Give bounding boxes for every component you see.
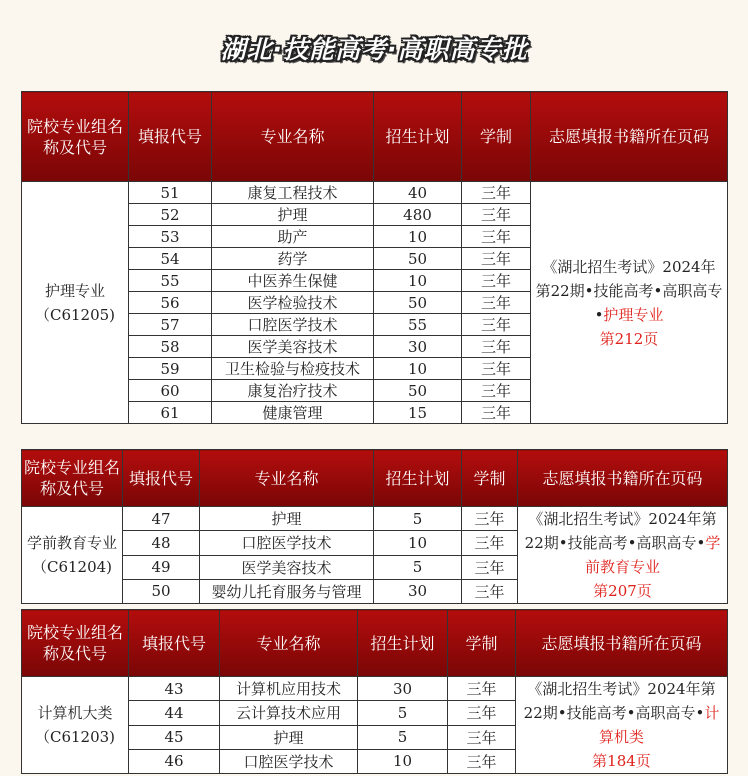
plan-cell: 30 <box>374 579 462 603</box>
code-cell: 45 <box>129 725 220 749</box>
header-plan: 招生计划 <box>374 450 462 507</box>
book-ref-major: 计算机类 <box>598 704 720 746</box>
group-table-nursing <box>21 91 728 424</box>
table-header-row <box>22 92 728 182</box>
major-cell: 康复治疗技术 <box>212 380 374 402</box>
major-cell: 医学检验技术 <box>212 292 374 314</box>
plan-cell: 480 <box>374 204 462 226</box>
code-cell: 60 <box>129 380 212 402</box>
code-cell: 54 <box>129 248 212 270</box>
book-ref-page: 第207页 <box>593 582 652 600</box>
major-cell: 药学 <box>212 248 374 270</box>
major-cell: 康复工程技术 <box>212 182 374 204</box>
code-cell: 53 <box>129 226 212 248</box>
duration-cell: 三年 <box>462 555 518 579</box>
code-cell: 56 <box>129 292 212 314</box>
duration-cell: 三年 <box>462 402 531 424</box>
code-cell: 46 <box>129 749 220 773</box>
plan-cell: 5 <box>374 507 462 531</box>
group-table-computer <box>21 609 728 774</box>
duration-cell: 三年 <box>448 701 516 725</box>
duration-cell: 三年 <box>462 182 531 204</box>
duration-cell: 三年 <box>462 531 518 555</box>
book-page-cell <box>518 507 728 604</box>
book-ref-text: 《湖北招生考试》2024年第22期•技能高考•高职高专• <box>523 680 716 722</box>
major-cell: 云计算技术应用 <box>220 701 358 725</box>
header-major: 专业名称 <box>200 450 374 507</box>
plan-cell: 10 <box>374 531 462 555</box>
book-ref-page: 第212页 <box>599 329 659 348</box>
code-cell: 44 <box>129 701 220 725</box>
plan-cell: 50 <box>374 380 462 402</box>
duration-cell: 三年 <box>462 380 531 402</box>
book-ref-text: 《湖北招生考试》2024年第22期•技能高考•高职高专• <box>524 510 717 552</box>
duration-cell: 三年 <box>462 292 531 314</box>
duration-cell: 三年 <box>462 358 531 380</box>
major-cell: 口腔医学技术 <box>212 314 374 336</box>
duration-cell: 三年 <box>462 579 518 603</box>
duration-cell: 三年 <box>462 204 531 226</box>
header-page: 志愿填报书籍所在页码 <box>531 92 728 182</box>
table-row <box>22 677 728 701</box>
duration-cell: 三年 <box>448 749 516 773</box>
duration-cell: 三年 <box>462 507 518 531</box>
plan-cell: 50 <box>374 248 462 270</box>
plan-cell: 5 <box>358 725 448 749</box>
plan-cell: 50 <box>374 292 462 314</box>
plan-cell: 30 <box>358 677 448 701</box>
code-cell: 48 <box>123 531 200 555</box>
code-cell: 61 <box>129 402 212 424</box>
major-cell: 计算机应用技术 <box>220 677 358 701</box>
plan-cell: 55 <box>374 314 462 336</box>
major-cell: 口腔医学技术 <box>220 749 358 773</box>
duration-cell: 三年 <box>462 248 531 270</box>
header-group: 院校专业组名称及代号 <box>22 450 123 507</box>
header-page: 志愿填报书籍所在页码 <box>516 610 728 677</box>
group-name-cell: 计算机大类（C61203) <box>22 677 129 774</box>
code-cell: 51 <box>129 182 212 204</box>
code-cell: 47 <box>123 507 200 531</box>
book-ref-major: 护理专业 <box>603 305 664 324</box>
major-cell: 医学美容技术 <box>212 336 374 358</box>
header-code: 填报代号 <box>129 610 220 677</box>
table-header-row <box>22 610 728 677</box>
page-title: 湖北·技能高考·高职高专批 <box>220 35 528 64</box>
group-name-cell: 护理专业（C61205) <box>22 182 129 424</box>
major-cell: 护理 <box>212 204 374 226</box>
header-duration: 学制 <box>448 610 516 677</box>
plan-cell: 5 <box>358 701 448 725</box>
group-table-preschool <box>21 449 728 604</box>
code-cell: 58 <box>129 336 212 358</box>
plan-cell: 30 <box>374 336 462 358</box>
book-ref-text: 《湖北招生考试》2024年第22期•技能高考•高职高专• <box>535 257 723 324</box>
code-cell: 55 <box>129 270 212 292</box>
code-cell: 50 <box>123 579 200 603</box>
header-major: 专业名称 <box>220 610 358 677</box>
header-group: 院校专业组名称及代号 <box>22 92 129 182</box>
plan-cell: 10 <box>358 749 448 773</box>
book-page-cell <box>516 677 728 774</box>
header-duration: 学制 <box>462 92 531 182</box>
group-body <box>22 182 728 424</box>
duration-cell: 三年 <box>462 270 531 292</box>
group-name-cell: 学前教育专业（C61204) <box>22 507 123 604</box>
major-cell: 婴幼儿托育服务与管理 <box>200 579 374 603</box>
group-body <box>22 507 728 604</box>
header-duration: 学制 <box>462 450 518 507</box>
major-cell: 护理 <box>200 507 374 531</box>
table-row <box>22 182 728 204</box>
plan-cell: 10 <box>374 358 462 380</box>
major-cell: 助产 <box>212 226 374 248</box>
book-page-cell <box>531 182 728 424</box>
header-code: 填报代号 <box>129 92 212 182</box>
header-group: 院校专业组名称及代号 <box>22 610 129 677</box>
table-header-row <box>22 450 728 507</box>
plan-cell: 15 <box>374 402 462 424</box>
major-cell: 卫生检验与检疫技术 <box>212 358 374 380</box>
group-body <box>22 677 728 774</box>
table-row <box>22 507 728 531</box>
header-major: 专业名称 <box>212 92 374 182</box>
code-cell: 49 <box>123 555 200 579</box>
header-plan: 招生计划 <box>374 92 462 182</box>
code-cell: 59 <box>129 358 212 380</box>
major-cell: 健康管理 <box>212 402 374 424</box>
major-cell: 护理 <box>220 725 358 749</box>
major-cell: 医学美容技术 <box>200 555 374 579</box>
code-cell: 57 <box>129 314 212 336</box>
header-page: 志愿填报书籍所在页码 <box>518 450 728 507</box>
header-plan: 招生计划 <box>358 610 448 677</box>
book-ref-page: 第184页 <box>592 752 651 770</box>
book-ref-major: 学前教育专业 <box>584 534 721 576</box>
major-cell: 中医养生保健 <box>212 270 374 292</box>
plan-cell: 10 <box>374 226 462 248</box>
duration-cell: 三年 <box>448 725 516 749</box>
plan-cell: 40 <box>374 182 462 204</box>
plan-cell: 5 <box>374 555 462 579</box>
duration-cell: 三年 <box>462 336 531 358</box>
duration-cell: 三年 <box>462 226 531 248</box>
duration-cell: 三年 <box>462 314 531 336</box>
code-cell: 43 <box>129 677 220 701</box>
duration-cell: 三年 <box>448 677 516 701</box>
plan-cell: 10 <box>374 270 462 292</box>
header-code: 填报代号 <box>123 450 200 507</box>
code-cell: 52 <box>129 204 212 226</box>
major-cell: 口腔医学技术 <box>200 531 374 555</box>
